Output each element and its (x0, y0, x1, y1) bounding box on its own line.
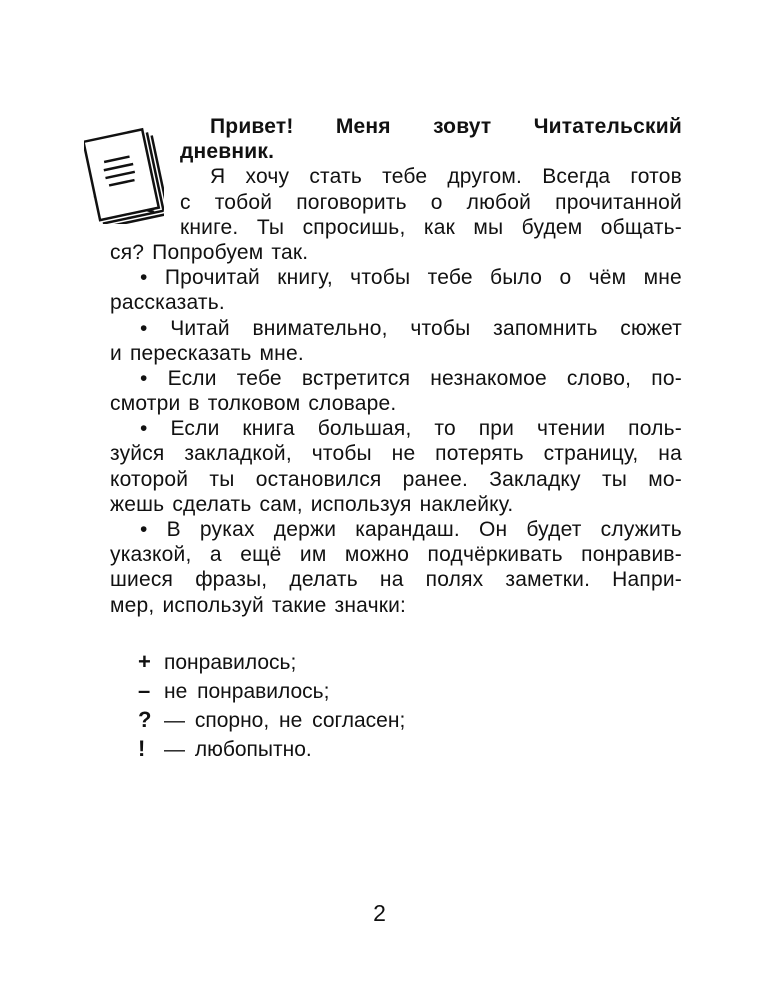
word: потерять (435, 442, 524, 466)
word: Он (478, 518, 508, 541)
word: такие (271, 593, 327, 617)
sign-item (138, 648, 405, 677)
text-line (110, 341, 682, 366)
word: делать (289, 568, 358, 592)
word: Попробуем (152, 240, 264, 264)
word: стать (309, 165, 362, 189)
word: мер, (110, 593, 155, 617)
text-line (110, 215, 682, 240)
heading-word: Привет! (210, 115, 294, 138)
word: им (299, 543, 327, 567)
word: наклейку. (419, 492, 514, 516)
word: чтобы (350, 266, 411, 290)
text-line (110, 467, 682, 492)
word: можно (344, 543, 410, 567)
word: внимательно, (252, 316, 388, 340)
word: Я (210, 165, 226, 189)
word: словаре. (308, 392, 397, 416)
word: сюжет (620, 316, 682, 340)
word: поговорить (296, 190, 407, 214)
word: Прочитай (164, 266, 260, 290)
text-line (110, 164, 682, 189)
word: то (434, 417, 456, 441)
word: общать- (600, 215, 682, 239)
question-sign: ? (138, 707, 152, 732)
heading-word: дневник. (180, 140, 275, 164)
minus-sign: – (138, 678, 151, 703)
word: встретится (301, 366, 411, 390)
word: хочу (245, 165, 290, 189)
word: Если (167, 366, 217, 390)
word: чтобы (311, 442, 372, 466)
text-line (110, 190, 682, 215)
word: другом. (447, 165, 523, 189)
text-line (110, 416, 682, 441)
word: зуйся (110, 442, 165, 466)
sign-description: — любопытно. (164, 738, 312, 761)
word: при (478, 417, 515, 441)
word: ещё (240, 543, 282, 567)
bullet-item (110, 316, 682, 366)
word: готов (630, 165, 682, 189)
main-text (110, 114, 682, 618)
exclamation-sign: ! (138, 736, 146, 761)
word: ся? (110, 240, 145, 264)
word: заметки. (505, 568, 591, 592)
word: пересказать (129, 341, 252, 365)
text-line (110, 240, 682, 265)
text-line (110, 492, 682, 517)
word: понравив- (581, 543, 682, 567)
text-line (110, 316, 682, 341)
word: тебе (427, 266, 473, 290)
plus-sign: + (138, 649, 151, 674)
word: • (140, 316, 148, 340)
word: так. (271, 240, 309, 264)
sign-item (138, 735, 405, 764)
word: не (391, 442, 416, 466)
text-line (110, 290, 682, 315)
word: большая, (317, 417, 412, 441)
word: поль- (628, 417, 682, 441)
word: подчёркивать (427, 543, 563, 567)
word: жешь (110, 492, 165, 516)
word: толковом (207, 392, 301, 416)
text-line (110, 441, 682, 466)
word: на (658, 442, 682, 466)
word: используй (162, 593, 264, 617)
word: мо- (648, 467, 682, 491)
word: сам, (259, 492, 303, 516)
heading-word: Меня (335, 115, 391, 138)
word: запомнить (493, 316, 598, 340)
heading-word: зовут (433, 115, 492, 138)
heading-line (110, 114, 682, 139)
word: В (166, 518, 181, 541)
word: о (430, 190, 443, 214)
sign-description: понравилось; (164, 651, 297, 674)
word: слово, (566, 366, 632, 390)
text-line (110, 391, 682, 416)
word: ты (601, 467, 628, 491)
word: смотри (110, 392, 181, 416)
word: на (379, 568, 404, 592)
word: по- (651, 366, 682, 390)
word: тебе (382, 165, 428, 189)
word: в (188, 392, 200, 416)
word: с (180, 190, 191, 214)
word: чтобы (410, 316, 471, 340)
word: тебе (236, 366, 282, 390)
word: • (140, 518, 148, 541)
word: держи (273, 518, 337, 541)
word: чём (588, 266, 627, 290)
word: тобой (214, 190, 273, 214)
heading-word: Читательский (533, 115, 682, 138)
word: о (559, 266, 572, 290)
sign-item (138, 706, 405, 735)
word: Напри- (612, 568, 682, 592)
word: • (140, 366, 148, 390)
word: будем (521, 215, 583, 239)
word: руках (199, 518, 255, 541)
sign-item (138, 677, 405, 706)
word: ранее. (402, 467, 469, 491)
word: Закладку (489, 467, 581, 491)
word: прочитанной (555, 190, 682, 214)
word: которой (110, 467, 189, 491)
word: Всегда (542, 165, 611, 189)
word: шиеся (110, 568, 174, 592)
bullet-item (110, 416, 682, 517)
word: остановился (255, 467, 382, 491)
word: будет (526, 518, 582, 541)
word: а (209, 543, 222, 567)
word: сделать (172, 492, 252, 516)
word: • (140, 417, 148, 441)
word: книге. (180, 215, 239, 239)
word: значки: (334, 593, 407, 617)
bullet-item (110, 366, 682, 416)
word: чтении (537, 417, 606, 441)
word: любой (466, 190, 532, 214)
text-line (110, 593, 682, 618)
page-number: 2 (373, 900, 386, 926)
text-line (110, 366, 682, 391)
word: Ты (256, 215, 285, 239)
text-line (110, 542, 682, 567)
word: мы (473, 215, 504, 239)
word: было (490, 266, 543, 290)
signs-list (138, 648, 405, 764)
word: Если (170, 417, 220, 441)
word: книга (242, 417, 295, 441)
text-line (110, 517, 682, 542)
bullet-list (110, 265, 682, 618)
word: страницу, (543, 442, 639, 466)
heading-line (110, 139, 682, 164)
word: карандаш. (355, 518, 460, 541)
word: Читай (170, 316, 230, 340)
intro-paragraph (110, 164, 682, 265)
word: книгу, (277, 266, 333, 290)
word: полях (425, 568, 484, 592)
word: фразы, (195, 568, 268, 592)
word: указкой, (110, 543, 192, 567)
sign-description: не понравилось; (164, 680, 330, 703)
word: мне. (259, 341, 304, 365)
word: и (110, 341, 122, 365)
word: используя (310, 492, 412, 516)
bullet-item (110, 517, 682, 618)
word: • (140, 266, 148, 290)
word: ты (209, 467, 235, 491)
text-line (110, 567, 682, 592)
bullet-item (110, 265, 682, 315)
word: как (423, 215, 455, 239)
word: незнакомое (430, 366, 547, 390)
word: закладкой, (184, 442, 292, 466)
word: спросишь, (302, 215, 406, 239)
word: служить (600, 518, 682, 541)
sign-description: — спорно, не согласен; (164, 709, 406, 732)
word: рассказать. (110, 291, 225, 315)
word: мне (643, 266, 682, 290)
text-line (110, 265, 682, 290)
